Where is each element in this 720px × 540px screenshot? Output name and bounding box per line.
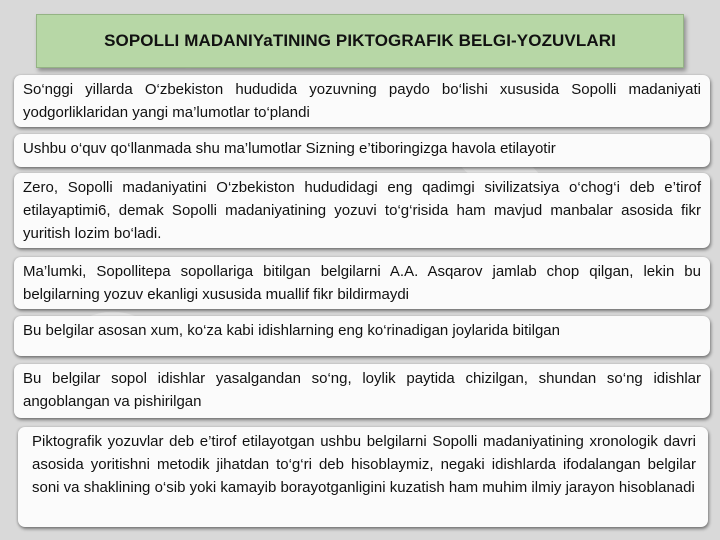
paragraph-2: Ushbu o‘quv qo‘llanmada shu ma’lumotlar Sizning e’tiboringizga havola etilayotir (23, 140, 556, 157)
paragraph-7: Piktografik yozuvlar deb e’tirof etilayotgan ushbu belgilarni Sopolli madaniyatining xronologik davri asosida yoritishni metodik jihatdan to‘g‘ri deb hisoblaymiz, negaki idishlarda ifodalangan belgilar soni va shaklining o‘sib yoki kamayib borayotganligini kuzatish ham muhim ilmiy jarayon hisoblanadi (32, 433, 696, 496)
text-card-6 (14, 364, 710, 418)
text-card-5 (14, 316, 710, 356)
text-card-4 (14, 257, 710, 309)
slide-title-box (36, 14, 684, 68)
slide-title: SOPOLLI MADANIYaTINING PIKTOGRAFIK BELGI-YOZUVLARI (104, 31, 616, 50)
paragraph-5: Bu belgilar asosan xum, ko‘za kabi idishlarning eng ko‘rinadigan joylarida bitilgan (23, 322, 560, 339)
paragraph-6: Bu belgilar sopol idishlar yasalgandan so‘ng, loylik paytida chizilgan, shundan so‘ng idishlar angoblangan va pishirilgan (23, 370, 701, 410)
text-card-2 (14, 134, 710, 167)
paragraph-3: Zero, Sopolli madaniyatini O‘zbekiston hududidagi eng qadimgi sivilizatsiya o‘chog‘i deb e’tirof etilayaptimi6, demak Sopolli madaniyatining yozuvi to‘g‘risida ham mavjud manbalar asosida fikr yuritish lozim bo‘ladi. (23, 179, 701, 242)
paragraph-1: So‘nggi yillarda O‘zbekiston hududida yozuvning paydo bo‘lishi xususida Sopolli madaniyati yodgorliklaridan yangi ma’lumotlar to‘plandi (23, 81, 701, 121)
paragraph-4: Ma’lumki, Sopollitepa sopollariga bitilgan belgilarni A.A. Asqarov jamlab chop qilgan, lekin bu belgilarning yozuv ekanligi xususida muallif fikr bildirmaydi (23, 263, 701, 303)
text-card-3 (14, 173, 710, 248)
text-card-7 (18, 427, 708, 527)
text-card-1 (14, 75, 710, 127)
